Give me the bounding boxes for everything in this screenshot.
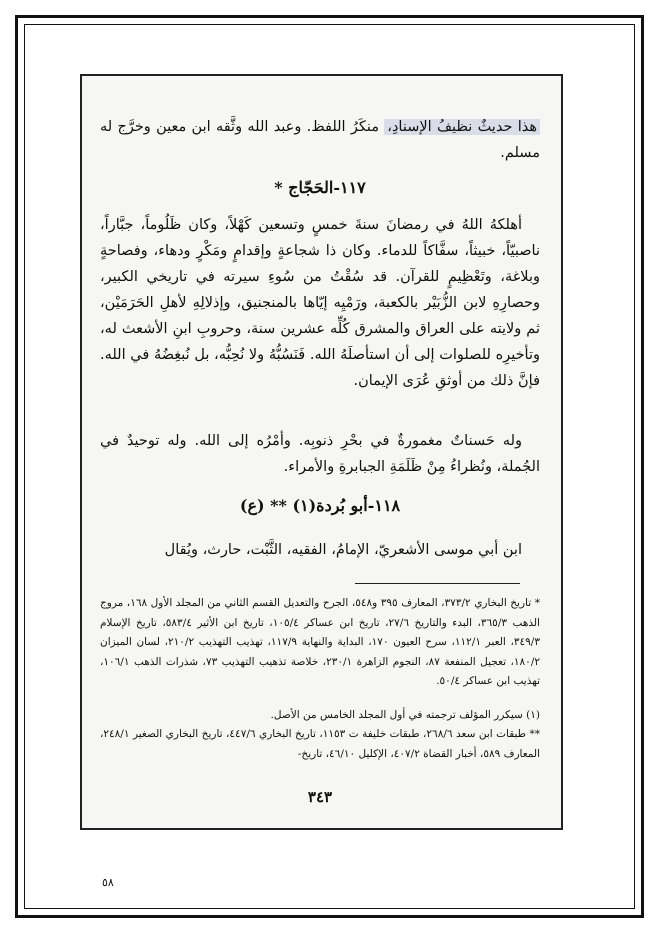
- footnote-divider: [355, 583, 520, 584]
- footnote-star: * تاريخ البخاري ٣٧٣/٢، المعارف ٣٩٥ و٥٤٨، الجرح والتعديل القسم الثاني من المجلد الأول ١٦٨، مروج الذهب ٣٦٥/٣، البدء والتاريخ ٢٧/٦، تاريخ ابن عساكر ١٠٥/٤، تاريخ ابن الأثير ٥٨٣/٤، تاريخ الإسلام ٣٤٩/٣، العبر ١١٢/١، سرح العيون ١٧٠، البداية والنهاية ١١٧/٩، تهذيب التهذيب ٢١٠/٢، لسان الميزان ١٨٠/٢، تعجيل المنفعة ٨٧، النجوم الزاهرة ٢٣٠/١، خلاصة تذهيب التهذيب ٧٣، شذرات الذهب ١٠٦/١، تهذيب ابن عساكر ٥٠/٤.: [100, 597, 541, 687]
- footnote-double-star: ** طبقات ابن سعد ٢٦٨/٦، طبقات خليفة ت ١١٥٣، تاريخ البخاري ٤٤٧/٦، تاريخ البخاري الصغير ٢٤٨/١، المعارف ٥٨٩، أخبار القضاة ٤٠٧/٢، الإكليل ٤٦/١٠، تاريخ-: [100, 728, 540, 760]
- sheet-number: ٥٨: [102, 876, 114, 889]
- heading-117: ١١٧-الحَجّاج *: [274, 178, 366, 197]
- top-line-rest: منكَرُ اللفظ. وعبد الله وثَّقه ابن معين وخرَّج له مسلم.: [100, 119, 540, 161]
- paragraph-117b: وله حَسناتٌ مغمورةٌ في بحْرِ ذنوبِه. وأمْرُه إلى الله. وله توحيدٌ في الجُملة، ونُظراءُ مِنْ ظَلَمَةِ الجبابرةِ والأمراء.: [100, 433, 540, 475]
- paragraph-117: أهلكهُ اللهُ في رمضانَ سنةَ خمسٍ وتسعين كَهْلاً، وكان ظَلُوماً، جبَّاراً، ناصبيّاً، خبيثاً، سفَّاكاً للدماء. وكان ذا شجاعةٍ وإقدامٍ ومَكْرٍ ودهاء، وفصاحةٍ وبلاغة، وتَعْظِيمٍ للقرآن. قد سُقْتُ من سُوءِ سيرته في تاريخي الكبير، وحصارِهِ لابن الزُّبَيْر بالكعبة، ورَمْيِه إيّاها بالمنجنيق، وإذلالِهِ لأهلِ الحَرَمَيْن، ثم ولايته على العراق والمشرق كُلِّه عشرين سنة، وحروبِ ابنِ الأشعث له، وتأخيرِه للصلوات إلى أن استأصلَهُ الله. فَنَسُبُّهُ ولا نُحِبُّه، بل نُبغِضُهُ في الله. فإنَّ ذلك من أوثقِ عُرَى الإيمان.: [100, 217, 540, 389]
- footnote-1: (١) سيكرر المؤلف ترجمته في أول المجلد الخامس من الأصل.: [270, 709, 540, 721]
- heading-118: ١١٨-أبو بُردة(١) ** (ع): [239, 496, 401, 515]
- top-line: [100, 114, 540, 166]
- page-number: ٣٤٣: [307, 788, 333, 806]
- paragraph-118: ابن أبي موسى الأشعريّ، الإمامُ، الفقيه، الثَّبْت، حارث، ويُقال: [164, 542, 522, 558]
- highlighted-text[interactable]: هذا حديثٌ نظيفُ الإسنادِ،: [384, 119, 540, 135]
